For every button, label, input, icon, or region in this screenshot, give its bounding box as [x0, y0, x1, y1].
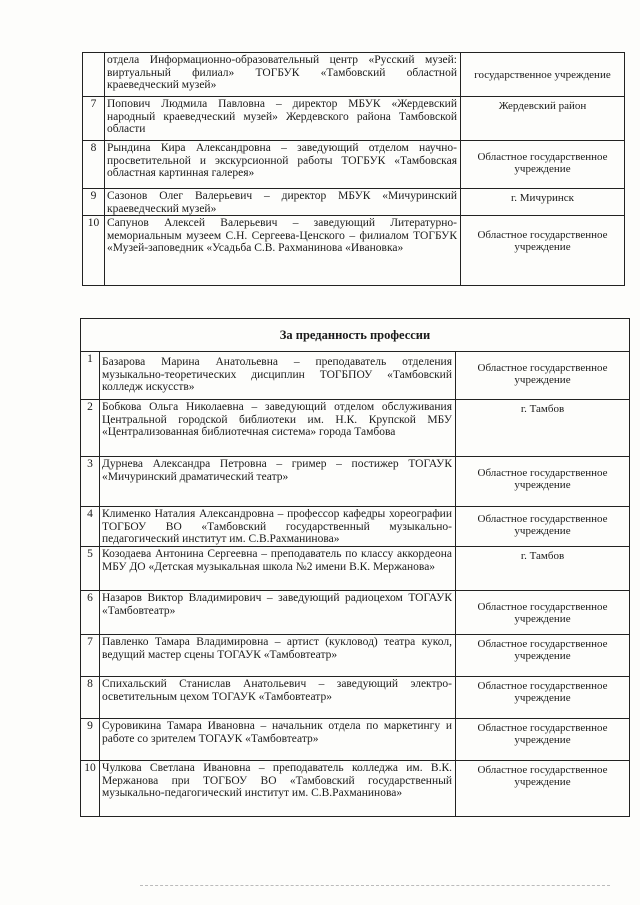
row-institution-type: г. Мичуринск	[461, 189, 625, 216]
row-description: Рындина Кира Александровна – заведующий отделом научно-просветительной и экскурсионной работы ТОГБУК «Тамбовская областная картинная галерея»	[105, 141, 461, 189]
table-row	[81, 400, 630, 457]
row-institution-type: г. Тамбов	[456, 400, 630, 457]
row-description: Чулкова Светлана Ивановна – преподаватель колледжа им. В.К. Мержанова при ТОГБОУ ВО «Тамбовский государственный музыкально-педагогический институт им. С.В.Рахманинова»	[100, 761, 456, 817]
section-header-row	[81, 319, 630, 352]
row-description: Дурнева Александра Петровна – гример – постижер ТОГАУК «Мичуринский драматический театр»	[100, 457, 456, 507]
row-description: Сапунов Алексей Валерьевич – заведующий Литературно-мемориальным музеем С.Н. Сергеева-Ценского – филиалом ТОГБУК «Музей-заповедник «Усадьба С.В. Рахманинова «Ивановка»	[105, 216, 461, 286]
table-row	[83, 141, 625, 189]
row-number: 7	[83, 97, 105, 141]
row-institution-type: Областное государственное учреждение	[456, 352, 630, 400]
table-row	[81, 677, 630, 719]
table-row	[81, 547, 630, 591]
row-description: Назаров Виктор Владимирович – заведующий радиоцехом ТОГАУК «Тамбовтеатр»	[100, 591, 456, 635]
row-description: Спихальский Станислав Анатольевич – заведующий электро-осветительным цехом ТОГАУК «Тамбовтеатр»	[100, 677, 456, 719]
table-row	[83, 189, 625, 216]
row-institution-type: Областное государственное учреждение	[456, 719, 630, 761]
row-institution-type: Областное государственное учреждение	[456, 677, 630, 719]
row-institution-type: Областное государственное учреждение	[456, 457, 630, 507]
row-institution-type: Областное государственное учреждение	[456, 761, 630, 817]
row-number: 9	[83, 189, 105, 216]
table-row	[83, 53, 625, 97]
row-institution-type: Областное государственное учреждение	[456, 507, 630, 547]
row-description: Павленко Тамара Владимировна – артист (кукловод) театра кукол, ведущий мастер сцены ТОГАУК «Тамбовтеатр»	[100, 635, 456, 677]
row-description: Базарова Марина Анатольевна – преподаватель отделения музыкально-теоретических дисциплин ТОГБПОУ «Тамбовский колледж искусств»	[100, 352, 456, 400]
table-row	[81, 761, 630, 817]
row-number: 10	[83, 216, 105, 286]
page-bottom-edge	[140, 885, 610, 886]
awards-table-continued	[82, 52, 625, 286]
table-row	[81, 352, 630, 400]
table-row	[81, 635, 630, 677]
row-number: 4	[81, 507, 100, 547]
row-number: 5	[81, 547, 100, 591]
row-description: Клименко Наталия Александровна – профессор кафедры хореографии ТОГБОУ ВО «Тамбовский государственный музыкально-педагогический институт им. С.В.Рахманинова»	[100, 507, 456, 547]
row-institution-type: Жердевский район	[461, 97, 625, 141]
row-number: 7	[81, 635, 100, 677]
row-number: 1	[81, 352, 100, 400]
row-number	[83, 53, 105, 97]
row-description: отдела Информационно-образовательный центр «Русский музей: виртуальный филиал» ТОГБУК «Тамбовский областной краеведческий музей»	[105, 53, 461, 97]
devotion-to-profession-table	[80, 318, 630, 817]
row-institution-type: Областное государственное учреждение	[456, 635, 630, 677]
row-number: 2	[81, 400, 100, 457]
row-number: 10	[81, 761, 100, 817]
table-row	[81, 719, 630, 761]
row-description: Суровикина Тамара Ивановна – начальник отдела по маркетингу и работе со зрителем ТОГАУК «Тамбовтеатр»	[100, 719, 456, 761]
table-row	[81, 591, 630, 635]
row-institution-type: Областное государственное учреждение	[461, 216, 625, 286]
table-row	[81, 457, 630, 507]
row-institution-type: г. Тамбов	[456, 547, 630, 591]
table-row	[81, 507, 630, 547]
row-description: Попович Людмила Павловна – директор МБУК «Жердевский народный краеведческий музей» Жердевского района Тамбовской области	[105, 97, 461, 141]
table-row	[83, 97, 625, 141]
row-number: 8	[81, 677, 100, 719]
row-number: 8	[83, 141, 105, 189]
row-number: 9	[81, 719, 100, 761]
row-description: Бобкова Ольга Николаевна – заведующий отделом обслуживания Центральной городской библиотеки им. Н.К. Крупской МБУ «Централизованная библиотечная система» города Тамбова	[100, 400, 456, 457]
row-description: Козодаева Антонина Сергеевна – преподаватель по классу аккордеона МБУ ДО «Детская музыкальная школа №2 имени В.К. Мержанова»	[100, 547, 456, 591]
row-institution-type: государственное учреждение	[461, 53, 625, 97]
section-title: За преданность профессии	[81, 319, 630, 352]
row-number: 3	[81, 457, 100, 507]
row-description: Сазонов Олег Валерьевич – директор МБУК «Мичуринский краеведческий музей»	[105, 189, 461, 216]
table-row	[83, 216, 625, 286]
row-institution-type: Областное государственное учреждение	[461, 141, 625, 189]
row-institution-type: Областное государственное учреждение	[456, 591, 630, 635]
row-number: 6	[81, 591, 100, 635]
